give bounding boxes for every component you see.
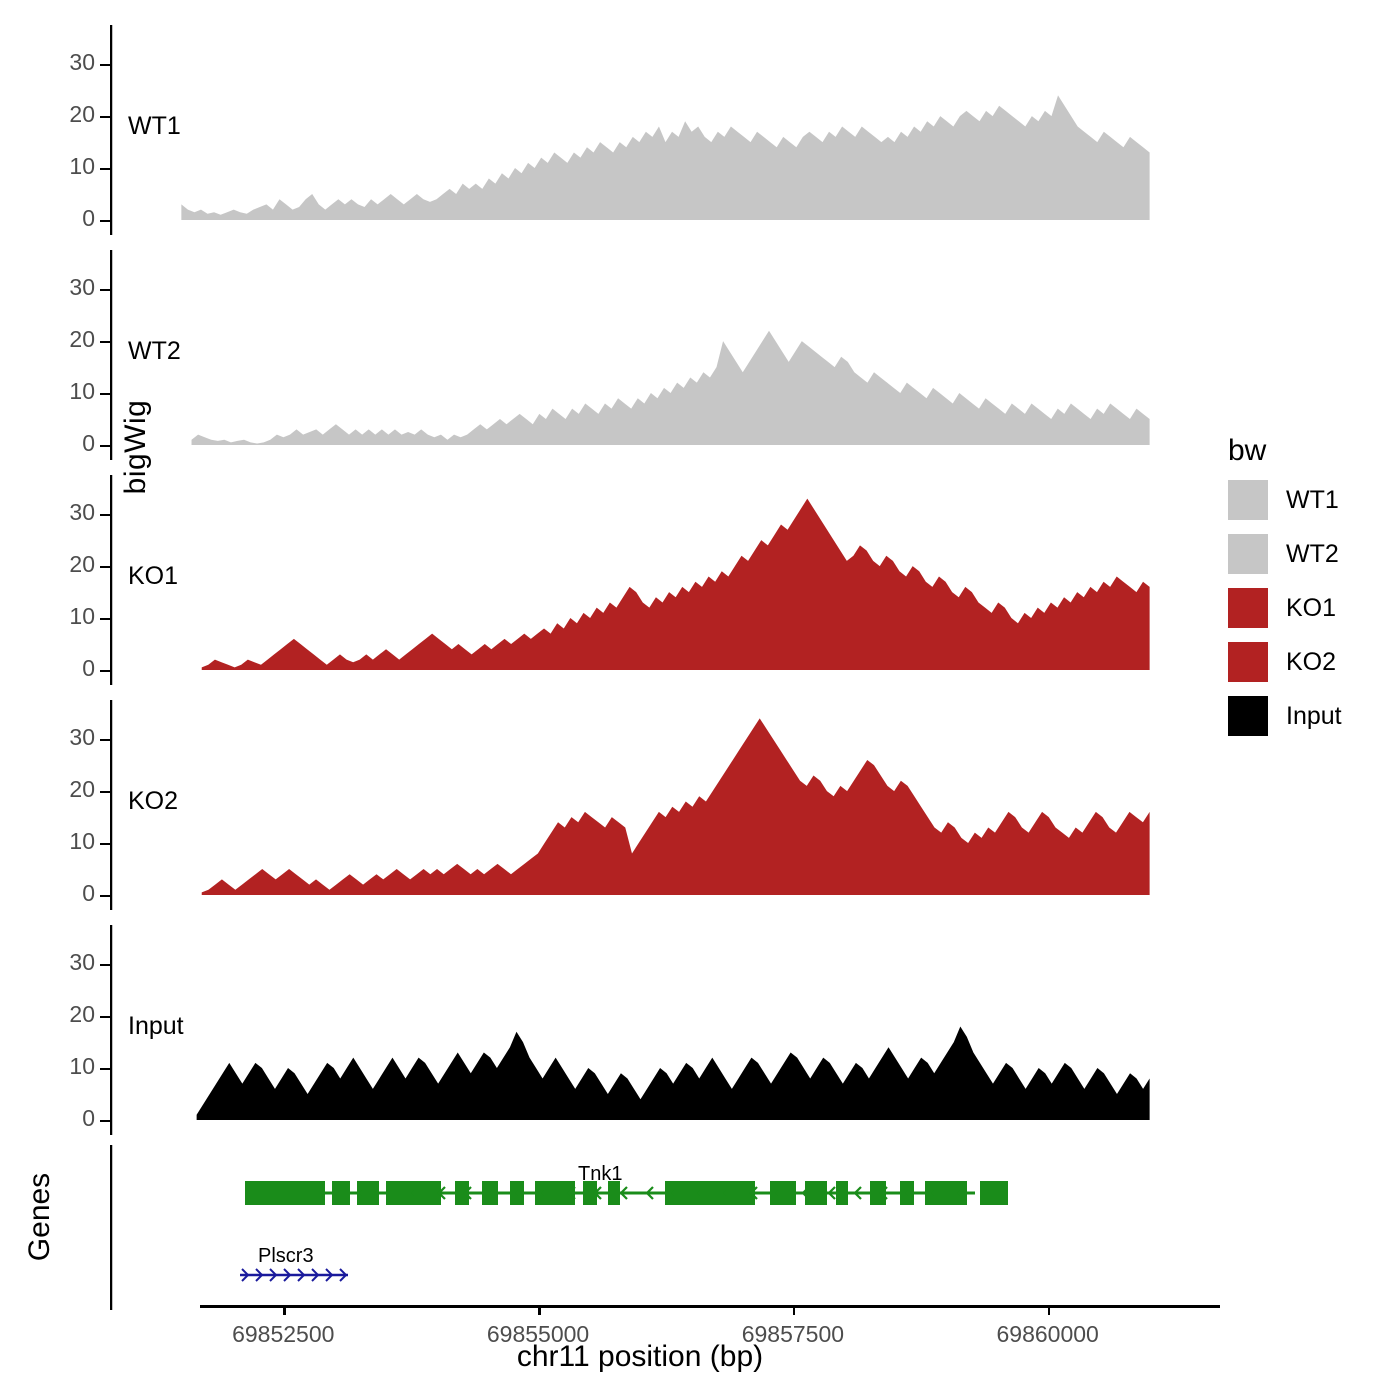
legend-swatch-ko1 bbox=[1228, 588, 1268, 628]
y-tick-mark bbox=[100, 64, 110, 66]
x-axis-title: chr11 position (bp) bbox=[516, 1340, 764, 1373]
y-tick-label: 10 bbox=[69, 153, 95, 180]
y-tick-label: 20 bbox=[69, 776, 95, 803]
track-label-input: Input bbox=[128, 1012, 184, 1040]
legend-label: KO2 bbox=[1286, 647, 1337, 676]
y-tick-mark bbox=[100, 843, 110, 845]
legend-swatch-wt2 bbox=[1228, 534, 1268, 574]
track-panel-ko2 bbox=[110, 700, 1170, 910]
y-tick-label: 10 bbox=[69, 828, 95, 855]
legend-swatch-wt1 bbox=[1228, 480, 1268, 520]
y-tick-label: 30 bbox=[69, 724, 95, 751]
y-tick-mark bbox=[100, 289, 110, 291]
y-tick-mark bbox=[100, 220, 110, 222]
genes-track-svg bbox=[110, 1145, 1170, 1310]
track-area-ko1 bbox=[110, 475, 1170, 685]
y-tick-mark bbox=[100, 393, 110, 395]
legend-label: WT1 bbox=[1286, 485, 1339, 514]
y-tick-label: 0 bbox=[82, 430, 95, 456]
y-tick-label: 0 bbox=[82, 655, 95, 681]
x-tick-label: 69857500 bbox=[741, 1321, 845, 1347]
y-tick-mark bbox=[100, 791, 110, 793]
y-tick-mark bbox=[100, 895, 110, 897]
track-label-ko1: KO1 bbox=[128, 562, 179, 590]
y-tick-mark bbox=[100, 1068, 110, 1070]
y-tick-label: 30 bbox=[69, 49, 95, 76]
track-area-wt2 bbox=[110, 250, 1170, 460]
y-tick-mark bbox=[100, 341, 110, 343]
gene-label-tnk1: Tnk1 bbox=[578, 1163, 623, 1185]
x-tick-label: 69855000 bbox=[486, 1321, 590, 1347]
track-label-wt2: WT2 bbox=[128, 337, 181, 365]
legend-item-ko1[interactable] bbox=[1228, 588, 1336, 628]
x-axis-line bbox=[200, 1305, 1220, 1308]
legend-swatch-ko2 bbox=[1228, 642, 1268, 682]
x-tick-label: 69860000 bbox=[996, 1321, 1099, 1347]
y-tick-mark bbox=[100, 964, 110, 966]
y-tick-mark bbox=[100, 566, 110, 568]
track-label-wt1: WT1 bbox=[128, 112, 181, 140]
track-area-ko2 bbox=[110, 700, 1170, 910]
y-tick-label: 0 bbox=[82, 880, 95, 906]
y-tick-label: 30 bbox=[69, 274, 95, 301]
y-tick-label: 20 bbox=[69, 551, 95, 578]
y-tick-label: 0 bbox=[82, 205, 95, 231]
y-tick-label: 20 bbox=[69, 1001, 95, 1028]
y-tick-mark bbox=[100, 445, 110, 447]
y-tick-label: 20 bbox=[69, 101, 95, 128]
legend-title: bw bbox=[1228, 434, 1267, 467]
y-tick-mark bbox=[100, 618, 110, 620]
legend-label: WT2 bbox=[1286, 539, 1339, 568]
track-area-wt1 bbox=[110, 25, 1170, 235]
track-panel-wt1 bbox=[110, 25, 1170, 235]
y-tick-mark bbox=[100, 168, 110, 170]
legend-item-input[interactable] bbox=[1228, 696, 1342, 736]
y-tick-mark bbox=[100, 739, 110, 741]
track-area-input bbox=[110, 925, 1170, 1135]
legend-label: Input bbox=[1286, 701, 1342, 730]
y-tick-mark bbox=[100, 1120, 110, 1122]
gene-label-plscr3: Plscr3 bbox=[258, 1245, 314, 1267]
y-tick-label: 10 bbox=[69, 1053, 95, 1080]
y-tick-mark bbox=[100, 514, 110, 516]
y-tick-mark bbox=[100, 1016, 110, 1018]
track-panel-ko1 bbox=[110, 475, 1170, 685]
y-tick-mark bbox=[100, 116, 110, 118]
track-label-ko2: KO2 bbox=[128, 787, 179, 815]
track-panel-input bbox=[110, 925, 1170, 1135]
genes-axis-title: Genes bbox=[23, 1172, 56, 1262]
x-tick-label: 69852500 bbox=[232, 1321, 335, 1347]
y-tick-label: 10 bbox=[69, 603, 95, 630]
legend-label: KO1 bbox=[1286, 593, 1337, 622]
y-tick-mark bbox=[100, 670, 110, 672]
legend-item-wt1[interactable] bbox=[1228, 480, 1339, 520]
y-tick-label: 0 bbox=[82, 1105, 95, 1131]
y-tick-label: 20 bbox=[69, 326, 95, 353]
y-tick-label: 30 bbox=[69, 499, 95, 526]
genes-panel bbox=[110, 1145, 1170, 1310]
legend-swatch-input bbox=[1228, 696, 1268, 736]
y-tick-label: 10 bbox=[69, 378, 95, 405]
y-tick-label: 30 bbox=[69, 949, 95, 976]
track-panel-wt2 bbox=[110, 250, 1170, 460]
legend-item-wt2[interactable] bbox=[1228, 534, 1339, 574]
legend-item-ko2[interactable] bbox=[1228, 642, 1336, 682]
y-axis-title: bigWig bbox=[119, 399, 152, 495]
